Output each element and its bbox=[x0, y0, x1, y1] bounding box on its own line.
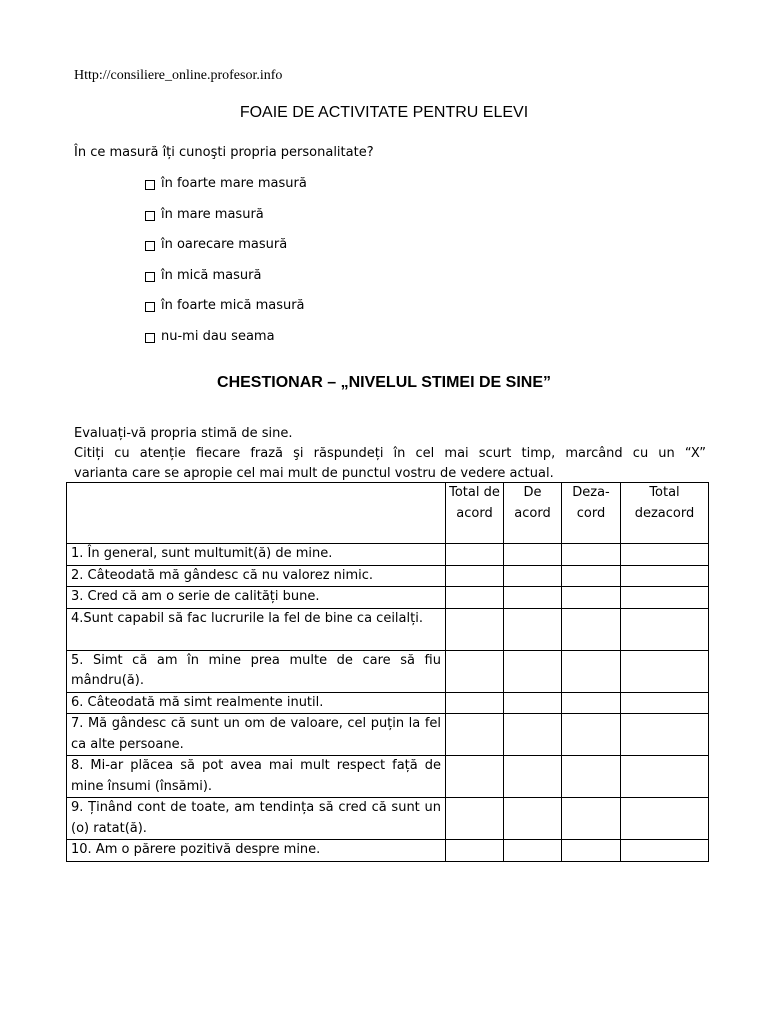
questionnaire-table bbox=[66, 482, 709, 862]
answer-cell[interactable] bbox=[621, 714, 709, 756]
answer-cell[interactable] bbox=[504, 650, 562, 692]
checkbox-icon[interactable] bbox=[145, 211, 155, 221]
answer-cell[interactable] bbox=[504, 840, 562, 862]
answer-cell[interactable] bbox=[446, 650, 504, 692]
answer-cell[interactable] bbox=[446, 692, 504, 714]
table-row bbox=[67, 650, 709, 692]
table-row bbox=[67, 608, 709, 650]
option-item[interactable] bbox=[145, 329, 307, 360]
answer-cell[interactable] bbox=[504, 798, 562, 840]
column-header-total-dezacord: Total dezacord bbox=[621, 483, 709, 544]
statement-cell: 10. Am o părere pozitivă despre mine. bbox=[67, 840, 446, 862]
option-label: în mare masură bbox=[161, 206, 264, 222]
answer-cell[interactable] bbox=[504, 608, 562, 650]
answer-cell[interactable] bbox=[621, 587, 709, 609]
statement-cell: 9. Ținând cont de toate, am tendința să cred că sunt un (o) ratat(ă). bbox=[67, 798, 446, 840]
answer-cell[interactable] bbox=[446, 587, 504, 609]
option-list bbox=[145, 176, 307, 360]
answer-cell[interactable] bbox=[562, 565, 621, 587]
answer-cell[interactable] bbox=[562, 544, 621, 566]
answer-cell[interactable] bbox=[562, 840, 621, 862]
answer-cell[interactable] bbox=[562, 587, 621, 609]
intro-line: Citiți cu atenție fiecare frază şi răspundeți în cel mai scurt timp, marcând cu un “X” bbox=[74, 446, 706, 461]
table-row bbox=[67, 798, 709, 840]
table-row bbox=[67, 587, 709, 609]
answer-cell[interactable] bbox=[446, 798, 504, 840]
answer-cell[interactable] bbox=[621, 608, 709, 650]
answer-cell[interactable] bbox=[562, 650, 621, 692]
questionnaire-title: CHESTIONAR – „NIVELUL STIMEI DE SINE” bbox=[217, 374, 551, 391]
checkbox-icon[interactable] bbox=[145, 241, 155, 251]
answer-cell[interactable] bbox=[562, 798, 621, 840]
option-item[interactable] bbox=[145, 176, 307, 207]
table-row bbox=[67, 756, 709, 798]
statement-cell: 6. Câteodată mă simt realmente inutil. bbox=[67, 692, 446, 714]
answer-cell[interactable] bbox=[504, 692, 562, 714]
answer-cell[interactable] bbox=[621, 650, 709, 692]
option-label: în oarecare masură bbox=[161, 237, 288, 253]
statement-cell: 7. Mă gândesc că sunt un om de valoare, cel puțin la fel ca alte persoane. bbox=[67, 714, 446, 756]
intro-line: varianta care se apropie cel mai mult de punctul vostru de vedere actual. bbox=[74, 466, 554, 481]
questionnaire-intro bbox=[74, 424, 706, 484]
answer-cell[interactable] bbox=[562, 608, 621, 650]
answer-cell[interactable] bbox=[621, 692, 709, 714]
checkbox-icon[interactable] bbox=[145, 180, 155, 190]
answer-cell[interactable] bbox=[446, 840, 504, 862]
option-label: în foarte mare masură bbox=[161, 176, 307, 191]
source-url: Http://consiliere_online.profesor.info bbox=[74, 68, 283, 83]
statement-column-header bbox=[67, 483, 446, 544]
answer-cell[interactable] bbox=[446, 544, 504, 566]
checkbox-icon[interactable] bbox=[145, 272, 155, 282]
column-header-dezacord: Deza-cord bbox=[562, 483, 621, 544]
option-label: nu-mi dau seama bbox=[161, 328, 275, 344]
answer-cell[interactable] bbox=[504, 587, 562, 609]
answer-cell[interactable] bbox=[504, 544, 562, 566]
table-row bbox=[67, 714, 709, 756]
answer-cell[interactable] bbox=[446, 565, 504, 587]
answer-cell[interactable] bbox=[504, 565, 562, 587]
checkbox-icon[interactable] bbox=[145, 302, 155, 312]
column-header-total-acord: Total de acord bbox=[446, 483, 504, 544]
table-row bbox=[67, 692, 709, 714]
statement-cell: 4.Sunt capabil să fac lucrurile la fel de bine ca ceilalți. bbox=[67, 608, 446, 650]
table-row bbox=[67, 840, 709, 862]
answer-cell[interactable] bbox=[621, 840, 709, 862]
answer-cell[interactable] bbox=[504, 714, 562, 756]
table-row bbox=[67, 565, 709, 587]
answer-cell[interactable] bbox=[562, 756, 621, 798]
option-item[interactable] bbox=[145, 237, 307, 268]
statement-cell: 8. Mi-ar plăcea să pot avea mai mult respect față de mine însumi (însămi). bbox=[67, 756, 446, 798]
answer-cell[interactable] bbox=[621, 565, 709, 587]
answer-cell[interactable] bbox=[446, 608, 504, 650]
answer-cell[interactable] bbox=[504, 756, 562, 798]
option-item[interactable] bbox=[145, 298, 307, 329]
statement-cell: 5. Simt că am în mine prea multe de care să fiu mândru(ă). bbox=[67, 650, 446, 692]
option-label: în mică masură bbox=[161, 267, 262, 283]
answer-cell[interactable] bbox=[621, 798, 709, 840]
option-label: în foarte mică masură bbox=[161, 298, 305, 314]
statement-cell: 2. Câteodată mă gândesc că nu valorez nimic. bbox=[67, 565, 446, 587]
answer-cell[interactable] bbox=[562, 692, 621, 714]
option-item[interactable] bbox=[145, 207, 307, 238]
answer-cell[interactable] bbox=[621, 544, 709, 566]
option-item[interactable] bbox=[145, 268, 307, 299]
intro-line: Evaluați-vă propria stimă de sine. bbox=[74, 426, 293, 441]
activity-question: În ce masură îți cunoşti propria personalitate? bbox=[74, 145, 374, 160]
table-row bbox=[67, 544, 709, 566]
checkbox-icon[interactable] bbox=[145, 333, 155, 343]
answer-cell[interactable] bbox=[446, 756, 504, 798]
statement-cell: 3. Cred că am o serie de calități bune. bbox=[67, 587, 446, 609]
activity-title: FOAIE DE ACTIVITATE PENTRU ELEVI bbox=[239, 104, 529, 121]
table-header-row bbox=[67, 483, 709, 544]
answer-cell[interactable] bbox=[562, 714, 621, 756]
answer-cell[interactable] bbox=[446, 714, 504, 756]
statement-cell: 1. În general, sunt multumit(ă) de mine. bbox=[67, 544, 446, 566]
column-header-de-acord: De acord bbox=[504, 483, 562, 544]
answer-cell[interactable] bbox=[621, 756, 709, 798]
